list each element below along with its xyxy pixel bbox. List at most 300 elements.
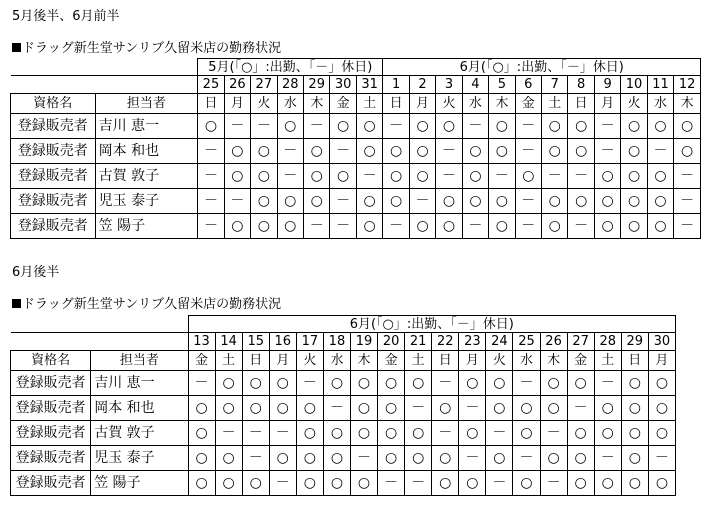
date-cell: 2 — [409, 76, 435, 94]
attendance-mark: － — [405, 396, 432, 421]
attendance-mark: ○ — [621, 139, 647, 164]
weekday-cell: 月 — [594, 94, 620, 114]
attendance-mark: ○ — [648, 471, 675, 496]
attendance-mark: － — [269, 471, 296, 496]
weekday-cell: 火 — [621, 94, 647, 114]
attendance-mark: ○ — [330, 164, 356, 189]
attendance-mark: ○ — [356, 114, 383, 139]
weekday-cell: 土 — [594, 351, 621, 371]
date-cell: 24 — [486, 333, 513, 351]
staff-name-cell: 笠 陽子 — [95, 214, 198, 239]
month-group-header: 6月(「○」:出勤、「－」休日) — [188, 316, 675, 333]
attendance-mark: ○ — [621, 214, 647, 239]
attendance-mark: － — [515, 139, 541, 164]
date-cell: 7 — [542, 76, 568, 94]
weekday-cell: 水 — [513, 351, 540, 371]
staff-name-cell: 吉川 恵一 — [91, 371, 188, 396]
date-cell: 20 — [378, 333, 405, 351]
attendance-mark: ○ — [459, 371, 486, 396]
attendance-mark: ○ — [277, 189, 303, 214]
month-group-header: 5月(「○」:出勤、「－」休日) — [198, 59, 383, 76]
attendance-mark: ○ — [323, 446, 350, 471]
attendance-mark: － — [540, 471, 567, 496]
attendance-mark: ○ — [350, 421, 377, 446]
attendance-mark: ○ — [409, 214, 435, 239]
attendance-mark: ○ — [568, 114, 594, 139]
attendance-mark: － — [674, 189, 701, 214]
weekday-cell: 水 — [323, 351, 350, 371]
attendance-mark: ○ — [594, 164, 620, 189]
attendance-mark: － — [568, 214, 594, 239]
attendance-mark: － — [647, 139, 673, 164]
attendance-mark: ○ — [378, 396, 405, 421]
attendance-mark: ○ — [405, 446, 432, 471]
staff-name-cell: 吉川 恵一 — [95, 114, 198, 139]
staff-row — [11, 396, 676, 421]
attendance-mark: ○ — [594, 214, 620, 239]
qualification-cell: 登録販売者 — [11, 189, 96, 214]
attendance-mark: ○ — [215, 396, 242, 421]
attendance-mark: － — [594, 446, 621, 471]
attendance-mark: ○ — [567, 371, 594, 396]
staff-row — [11, 421, 676, 446]
date-cell: 14 — [215, 333, 242, 351]
attendance-mark: ○ — [198, 114, 224, 139]
attendance-mark: ○ — [486, 396, 513, 421]
attendance-mark: － — [330, 139, 356, 164]
header-blank — [11, 333, 189, 351]
attendance-mark: ○ — [409, 164, 435, 189]
attendance-mark: － — [303, 214, 329, 239]
attendance-mark: ○ — [568, 189, 594, 214]
weekday-cell: 日 — [568, 94, 594, 114]
attendance-mark: ○ — [568, 139, 594, 164]
attendance-mark: ○ — [215, 371, 242, 396]
attendance-mark: ○ — [489, 139, 515, 164]
attendance-mark: － — [515, 214, 541, 239]
date-cell: 6 — [515, 76, 541, 94]
section1-caption-text: ドラッグ新生堂サンリブ久留米店の勤務状況 — [22, 41, 282, 56]
attendance-mark: － — [436, 164, 462, 189]
weekday-cell: 日 — [242, 351, 269, 371]
attendance-mark: ○ — [621, 164, 647, 189]
date-row — [11, 333, 676, 351]
attendance-mark: － — [198, 189, 224, 214]
attendance-mark: ○ — [215, 446, 242, 471]
date-cell: 25 — [513, 333, 540, 351]
attendance-mark: － — [486, 421, 513, 446]
attendance-mark: ○ — [356, 214, 383, 239]
date-cell: 29 — [621, 333, 648, 351]
weekday-cell: 金 — [330, 94, 356, 114]
weekday-cell: 金 — [188, 351, 215, 371]
attendance-mark: ○ — [647, 189, 673, 214]
attendance-mark: － — [330, 189, 356, 214]
date-cell: 23 — [459, 333, 486, 351]
attendance-mark: ○ — [567, 446, 594, 471]
attendance-mark: ○ — [621, 471, 648, 496]
staff-name-cell: 古賀 敦子 — [95, 164, 198, 189]
date-cell: 28 — [594, 333, 621, 351]
date-cell: 30 — [330, 76, 356, 94]
attendance-mark: ○ — [459, 421, 486, 446]
attendance-mark: ○ — [648, 396, 675, 421]
attendance-mark: ○ — [383, 139, 409, 164]
attendance-mark: ○ — [540, 396, 567, 421]
staff-row — [11, 164, 701, 189]
attendance-mark: ○ — [647, 214, 673, 239]
date-cell: 27 — [567, 333, 594, 351]
attendance-mark: － — [198, 164, 224, 189]
attendance-mark: － — [436, 139, 462, 164]
attendance-mark: － — [674, 164, 701, 189]
staff-row — [11, 471, 676, 496]
attendance-mark: ○ — [383, 164, 409, 189]
attendance-mark: － — [459, 446, 486, 471]
attendance-mark: ○ — [462, 189, 488, 214]
attendance-mark: ○ — [323, 471, 350, 496]
date-cell: 1 — [383, 76, 409, 94]
attendance-mark: － — [462, 114, 488, 139]
attendance-mark: ○ — [296, 471, 323, 496]
weekday-cell: 水 — [647, 94, 673, 114]
attendance-mark: ○ — [303, 164, 329, 189]
attendance-mark: ○ — [269, 371, 296, 396]
attendance-mark: ○ — [462, 164, 488, 189]
attendance-mark: ○ — [621, 421, 648, 446]
attendance-mark: ○ — [188, 421, 215, 446]
attendance-mark: － — [198, 214, 224, 239]
weekday-cell: 火 — [296, 351, 323, 371]
weekday-cell: 日 — [383, 94, 409, 114]
weekday-cell: 月 — [459, 351, 486, 371]
attendance-mark: － — [330, 214, 356, 239]
attendance-mark: ○ — [674, 139, 701, 164]
attendance-mark: － — [251, 114, 277, 139]
attendance-mark: － — [383, 114, 409, 139]
weekday-cell: 火 — [251, 94, 277, 114]
attendance-mark: ○ — [251, 189, 277, 214]
attendance-mark: ○ — [674, 114, 701, 139]
attendance-mark: ○ — [513, 421, 540, 446]
attendance-mark: ○ — [540, 371, 567, 396]
qualification-cell: 登録販売者 — [11, 396, 91, 421]
attendance-mark: ○ — [251, 164, 277, 189]
date-cell: 30 — [648, 333, 675, 351]
attendance-mark: ○ — [513, 471, 540, 496]
date-cell: 29 — [303, 76, 329, 94]
attendance-mark: ○ — [296, 421, 323, 446]
qualification-cell: 登録販売者 — [11, 214, 96, 239]
attendance-mark: ○ — [296, 446, 323, 471]
attendance-mark: ○ — [188, 396, 215, 421]
section2-caption-text: ドラッグ新生堂サンリブ久留米店の勤務状況 — [22, 297, 282, 312]
attendance-mark: ○ — [542, 189, 568, 214]
attendance-mark: － — [432, 421, 459, 446]
attendance-mark: － — [567, 396, 594, 421]
staff-name-cell: 岡本 和也 — [95, 139, 198, 164]
attendance-mark: ○ — [378, 371, 405, 396]
attendance-mark: ○ — [242, 471, 269, 496]
attendance-mark: ○ — [515, 164, 541, 189]
attendance-mark: ○ — [542, 139, 568, 164]
staff-name-cell: 岡本 和也 — [91, 396, 188, 421]
attendance-mark: － — [409, 189, 435, 214]
weekday-cell: 月 — [409, 94, 435, 114]
date-row — [11, 76, 701, 94]
attendance-mark: － — [198, 139, 224, 164]
attendance-mark: ○ — [269, 396, 296, 421]
date-cell: 26 — [224, 76, 250, 94]
attendance-mark: ○ — [647, 114, 673, 139]
section1-heading: 5月後半、6月前半 — [12, 9, 120, 24]
weekday-cell: 月 — [269, 351, 296, 371]
date-cell: 25 — [198, 76, 224, 94]
date-cell: 13 — [188, 333, 215, 351]
attendance-mark: ○ — [269, 446, 296, 471]
weekday-cell: 木 — [303, 94, 329, 114]
attendance-mark: － — [188, 371, 215, 396]
weekday-cell: 木 — [489, 94, 515, 114]
attendance-mark: － — [277, 164, 303, 189]
square-bullet-icon — [12, 43, 21, 52]
qualification-cell: 登録販売者 — [11, 446, 91, 471]
weekday-cell: 金 — [378, 351, 405, 371]
qualification-cell: 登録販売者 — [11, 471, 91, 496]
attendance-mark: － — [594, 114, 620, 139]
date-cell: 27 — [251, 76, 277, 94]
square-bullet-icon — [12, 299, 21, 308]
attendance-mark: ○ — [277, 214, 303, 239]
weekday-cell: 日 — [621, 351, 648, 371]
weekday-cell: 火 — [486, 351, 513, 371]
attendance-mark: ○ — [409, 139, 435, 164]
staff-row — [11, 214, 701, 239]
date-cell: 12 — [674, 76, 701, 94]
header-blank — [11, 316, 189, 333]
attendance-mark: － — [269, 421, 296, 446]
attendance-mark: ○ — [277, 114, 303, 139]
attendance-mark: ○ — [486, 446, 513, 471]
attendance-mark: ○ — [459, 471, 486, 496]
attendance-mark: － — [542, 164, 568, 189]
attendance-mark: － — [296, 371, 323, 396]
attendance-mark: ○ — [188, 446, 215, 471]
attendance-mark: － — [594, 139, 620, 164]
attendance-mark: － — [242, 421, 269, 446]
attendance-mark: ○ — [540, 446, 567, 471]
attendance-mark: － — [568, 164, 594, 189]
attendance-mark: ○ — [594, 396, 621, 421]
attendance-mark: ○ — [647, 164, 673, 189]
attendance-mark: ○ — [350, 396, 377, 421]
attendance-mark: ○ — [330, 114, 356, 139]
date-cell: 10 — [621, 76, 647, 94]
attendance-mark: ○ — [594, 189, 620, 214]
date-cell: 31 — [356, 76, 383, 94]
attendance-mark: － — [323, 396, 350, 421]
header-blank — [11, 76, 198, 94]
attendance-mark: ○ — [432, 471, 459, 496]
weekday-cell: 日 — [432, 351, 459, 371]
attendance-mark: ○ — [432, 396, 459, 421]
weekday-cell: 木 — [350, 351, 377, 371]
attendance-mark: ○ — [432, 446, 459, 471]
weekday-cell: 水 — [462, 94, 488, 114]
attendance-mark: ○ — [489, 214, 515, 239]
staff-row — [11, 189, 701, 214]
staff-row — [11, 139, 701, 164]
attendance-mark: － — [405, 471, 432, 496]
attendance-mark: － — [513, 371, 540, 396]
qualification-cell: 登録販売者 — [11, 164, 96, 189]
attendance-mark: ○ — [383, 189, 409, 214]
attendance-mark: ○ — [356, 189, 383, 214]
weekday-cell: 土 — [542, 94, 568, 114]
attendance-mark: － — [540, 421, 567, 446]
attendance-mark: ○ — [621, 189, 647, 214]
attendance-mark: － — [383, 214, 409, 239]
weekday-cell: 木 — [674, 94, 701, 114]
attendance-mark: ○ — [296, 396, 323, 421]
attendance-mark: － — [432, 371, 459, 396]
attendance-mark: ○ — [486, 371, 513, 396]
schedule-table-may-june — [10, 58, 701, 239]
attendance-mark: ○ — [215, 471, 242, 496]
weekday-cell: 日 — [198, 94, 224, 114]
attendance-mark: ○ — [405, 371, 432, 396]
attendance-mark: ○ — [542, 214, 568, 239]
attendance-mark: ○ — [436, 114, 462, 139]
date-cell: 19 — [350, 333, 377, 351]
attendance-mark: － — [277, 139, 303, 164]
attendance-mark: ○ — [350, 471, 377, 496]
attendance-mark: ○ — [323, 371, 350, 396]
attendance-mark: ○ — [436, 189, 462, 214]
attendance-mark: － — [648, 446, 675, 471]
attendance-mark: － — [459, 396, 486, 421]
date-cell: 4 — [462, 76, 488, 94]
attendance-mark: ○ — [303, 139, 329, 164]
attendance-mark: ○ — [405, 421, 432, 446]
attendance-mark: ○ — [436, 214, 462, 239]
date-cell: 18 — [323, 333, 350, 351]
section2-heading: 6月後半 — [12, 265, 60, 280]
staff-row — [11, 446, 676, 471]
date-cell: 28 — [277, 76, 303, 94]
attendance-mark: ○ — [594, 421, 621, 446]
date-cell: 11 — [647, 76, 673, 94]
attendance-mark: ○ — [462, 139, 488, 164]
qualification-cell: 登録販売者 — [11, 114, 96, 139]
weekday-cell: 土 — [215, 351, 242, 371]
attendance-mark: － — [489, 164, 515, 189]
header-blank — [11, 59, 198, 76]
date-cell: 16 — [269, 333, 296, 351]
schedule-table-late-june — [10, 315, 676, 496]
qualification-header: 資格名 — [11, 94, 96, 114]
attendance-mark: ○ — [188, 471, 215, 496]
date-cell: 3 — [436, 76, 462, 94]
attendance-mark: ○ — [513, 396, 540, 421]
weekday-cell: 月 — [224, 94, 250, 114]
month-group-header: 6月(「○」:出勤、「－」休日) — [383, 59, 701, 76]
attendance-mark: ○ — [323, 421, 350, 446]
attendance-mark: ○ — [251, 139, 277, 164]
staff-row — [11, 371, 676, 396]
attendance-mark: － — [224, 114, 250, 139]
weekday-cell: 火 — [436, 94, 462, 114]
date-cell: 26 — [540, 333, 567, 351]
attendance-mark: － — [515, 114, 541, 139]
attendance-mark: ○ — [378, 446, 405, 471]
attendance-mark: ○ — [409, 114, 435, 139]
qualification-cell: 登録販売者 — [11, 371, 91, 396]
attendance-mark: － — [513, 446, 540, 471]
weekday-cell: 土 — [356, 94, 383, 114]
date-cell: 22 — [432, 333, 459, 351]
attendance-mark: － — [674, 214, 701, 239]
attendance-mark: ○ — [242, 396, 269, 421]
attendance-mark: － — [594, 371, 621, 396]
weekday-cell: 月 — [648, 351, 675, 371]
attendance-mark: ○ — [303, 189, 329, 214]
attendance-mark: ○ — [251, 214, 277, 239]
date-cell: 5 — [489, 76, 515, 94]
attendance-mark: ○ — [648, 371, 675, 396]
date-cell: 21 — [405, 333, 432, 351]
attendance-mark: － — [350, 446, 377, 471]
attendance-mark: ○ — [567, 471, 594, 496]
attendance-mark: － — [215, 421, 242, 446]
attendance-mark: － — [356, 164, 383, 189]
attendance-mark: － — [242, 446, 269, 471]
qualification-header: 資格名 — [11, 351, 91, 371]
attendance-mark: ○ — [356, 139, 383, 164]
weekday-row — [11, 351, 676, 371]
date-cell: 9 — [594, 76, 620, 94]
staff-name-cell: 古賀 敦子 — [91, 421, 188, 446]
attendance-mark: ○ — [350, 371, 377, 396]
attendance-mark: － — [462, 214, 488, 239]
group-header-row — [11, 59, 701, 76]
qualification-cell: 登録販売者 — [11, 139, 96, 164]
date-cell: 8 — [568, 76, 594, 94]
staff-name-cell: 笠 陽子 — [91, 471, 188, 496]
staff-header: 担当者 — [95, 94, 198, 114]
attendance-mark: ○ — [542, 114, 568, 139]
weekday-cell: 金 — [515, 94, 541, 114]
staff-row — [11, 114, 701, 139]
attendance-mark: ○ — [224, 214, 250, 239]
attendance-mark: ○ — [224, 139, 250, 164]
attendance-mark: ○ — [378, 421, 405, 446]
date-cell: 17 — [296, 333, 323, 351]
staff-name-cell: 児玉 泰子 — [91, 446, 188, 471]
attendance-mark: ○ — [224, 164, 250, 189]
attendance-mark: ○ — [621, 114, 647, 139]
qualification-cell: 登録販売者 — [11, 421, 91, 446]
section1-caption — [12, 41, 281, 57]
date-cell: 15 — [242, 333, 269, 351]
attendance-mark: － — [486, 471, 513, 496]
section2-caption — [12, 297, 281, 313]
staff-name-cell: 児玉 泰子 — [95, 189, 198, 214]
attendance-mark: ○ — [567, 421, 594, 446]
attendance-mark: ○ — [621, 371, 648, 396]
attendance-mark: ○ — [621, 446, 648, 471]
attendance-mark: ○ — [489, 114, 515, 139]
